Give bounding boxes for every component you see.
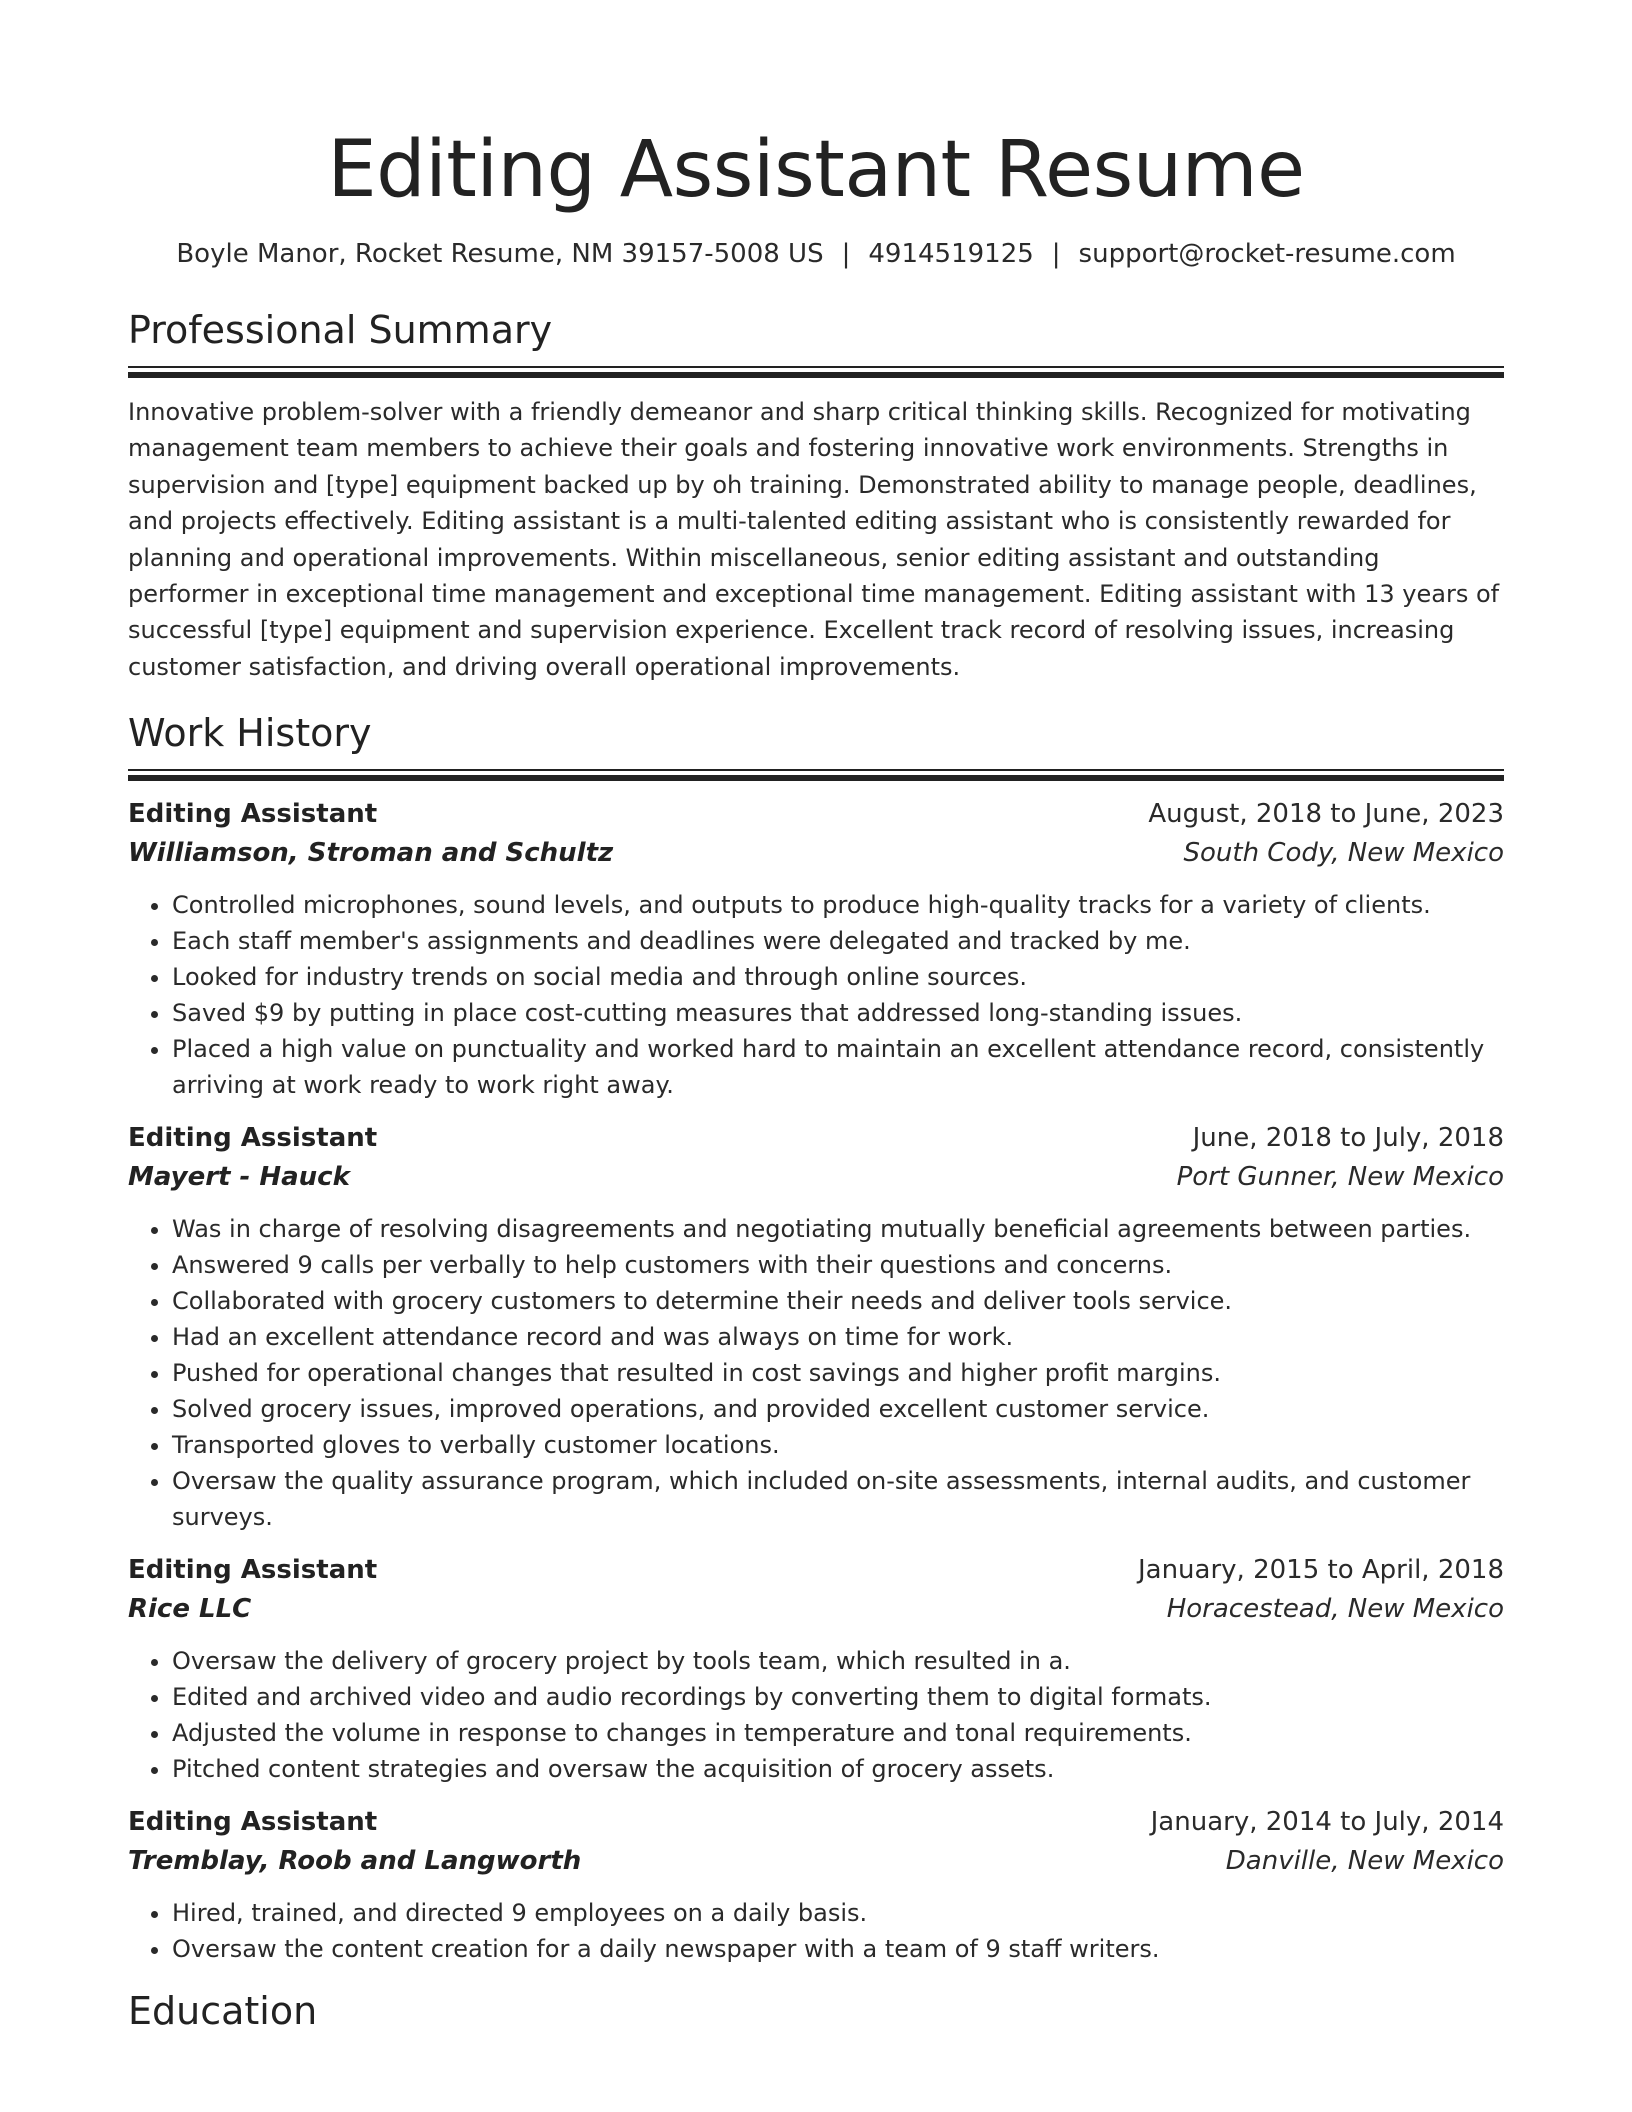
education-section xyxy=(128,1987,1504,2035)
job-location: South Cody, New Mexico xyxy=(1183,838,1504,869)
job-title: Editing Assistant xyxy=(128,1555,378,1586)
job-dates: January, 2014 to July, 2014 xyxy=(1150,1807,1504,1838)
job-company: Rice LLC xyxy=(128,1594,252,1625)
list-item: • Hired, trained, and directed 9 employees on a daily basis. xyxy=(172,1895,1504,1931)
list-item: • Controlled microphones, sound levels, and outputs to produce high-quality tracks for a variety of clients. xyxy=(172,887,1504,923)
job-header-row xyxy=(128,1119,1504,1157)
job-location: Danville, New Mexico xyxy=(1225,1846,1504,1877)
job-header-row xyxy=(128,795,1504,833)
job-company-row xyxy=(128,1841,1504,1881)
job-dates: June, 2018 to July, 2018 xyxy=(1192,1123,1504,1154)
job-title: Editing Assistant xyxy=(128,799,378,830)
list-item: • Looked for industry trends on social media and through online sources. xyxy=(172,959,1504,995)
list-item: • Oversaw the content creation for a daily newspaper with a team of 9 staff writers. xyxy=(172,1931,1504,1967)
contact-separator: | xyxy=(841,239,851,269)
list-item: • Had an excellent attendance record and was always on time for work. xyxy=(172,1319,1504,1355)
job-bullets xyxy=(128,1643,1504,1787)
job-entry xyxy=(128,795,1504,1103)
list-item: • Edited and archived video and audio recordings by converting them to digital formats. xyxy=(172,1679,1504,1715)
job-entry xyxy=(128,1551,1504,1787)
list-item: • Pitched content strategies and oversaw the acquisition of grocery assets. xyxy=(172,1751,1504,1787)
job-company: Mayert - Hauck xyxy=(128,1162,350,1193)
job-header-row xyxy=(128,1551,1504,1589)
section-divider xyxy=(128,366,1504,378)
job-dates: January, 2015 to April, 2018 xyxy=(1137,1555,1504,1586)
list-item: • Transported gloves to verbally customer locations. xyxy=(172,1427,1504,1463)
resume-page xyxy=(128,0,1504,2035)
list-item: • Collaborated with grocery customers to determine their needs and deliver tools service. xyxy=(172,1283,1504,1319)
list-item: • Adjusted the volume in response to changes in temperature and tonal requirements. xyxy=(172,1715,1504,1751)
job-location: Port Gunner, New Mexico xyxy=(1176,1162,1504,1193)
contact-phone: 4914519125 xyxy=(868,239,1034,269)
summary-text: Innovative problem-solver with a friendly demeanor and sharp critical thinking skills. Recognized for motivating management team members to achieve their goals and fostering innovative work environments. Strengths in supervision and [type] equipment backed up by oh training. Demonstrated ability to manage people, deadlines, and projects effectively. Editing assistant is a multi-talented editing assistant who is consistently rewarded for planning and operational improvements. Within miscellaneous, senior editing assistant and outstanding performer in exceptional time management and exceptional time management. Editing assistant with 13 years of successful [type] equipment and supervision experience. Excellent track record of resolving issues, increasing customer satisfaction, and driving overall operational improvements. xyxy=(128,398,1500,681)
page-title: Editing Assistant Resume xyxy=(327,125,1305,215)
section-heading-education: Education xyxy=(128,1989,318,2034)
job-company: Tremblay, Roob and Langworth xyxy=(128,1846,582,1877)
job-company-row xyxy=(128,1589,1504,1629)
job-dates: August, 2018 to June, 2023 xyxy=(1148,799,1504,830)
job-company-row xyxy=(128,833,1504,873)
summary-section xyxy=(128,306,1504,685)
list-item: • Each staff member's assignments and deadlines were delegated and tracked by me. xyxy=(172,923,1504,959)
contact-line xyxy=(128,236,1504,272)
section-heading-work-history: Work History xyxy=(128,711,372,756)
job-entry xyxy=(128,1119,1504,1535)
job-header-row xyxy=(128,1803,1504,1841)
list-item: • Oversaw the delivery of grocery project by tools team, which resulted in a. xyxy=(172,1643,1504,1679)
contact-address: Boyle Manor, Rocket Resume, NM 39157-5008 US xyxy=(176,239,824,269)
list-item: • Was in charge of resolving disagreements and negotiating mutually beneficial agreements between parties. xyxy=(172,1211,1504,1247)
work-history-section xyxy=(128,709,1504,1967)
job-title: Editing Assistant xyxy=(128,1807,378,1838)
section-heading-summary: Professional Summary xyxy=(128,308,553,352)
section-divider xyxy=(128,769,1504,781)
list-item: • Oversaw the quality assurance program, which included on-site assessments, internal audits, and customer surveys. xyxy=(172,1463,1504,1535)
list-item: • Pushed for operational changes that resulted in cost savings and higher profit margins. xyxy=(172,1355,1504,1391)
job-bullets xyxy=(128,1211,1504,1535)
job-title: Editing Assistant xyxy=(128,1123,378,1154)
list-item: • Answered 9 calls per verbally to help customers with their questions and concerns. xyxy=(172,1247,1504,1283)
job-bullets xyxy=(128,887,1504,1103)
job-company-row xyxy=(128,1157,1504,1197)
job-entry xyxy=(128,1803,1504,1967)
job-location: Horacestead, New Mexico xyxy=(1166,1594,1504,1625)
job-bullets xyxy=(128,1895,1504,1967)
contact-separator: | xyxy=(1051,239,1061,269)
list-item: • Placed a high value on punctuality and worked hard to maintain an excellent attendance record, consistently arriving at work ready to work right away. xyxy=(172,1031,1504,1103)
list-item: • Solved grocery issues, improved operations, and provided excellent customer service. xyxy=(172,1391,1504,1427)
contact-email[interactable]: support@rocket-resume.com xyxy=(1078,239,1456,269)
list-item: • Saved $9 by putting in place cost-cutting measures that addressed long-standing issues. xyxy=(172,995,1504,1031)
job-company: Williamson, Stroman and Schultz xyxy=(128,838,614,869)
